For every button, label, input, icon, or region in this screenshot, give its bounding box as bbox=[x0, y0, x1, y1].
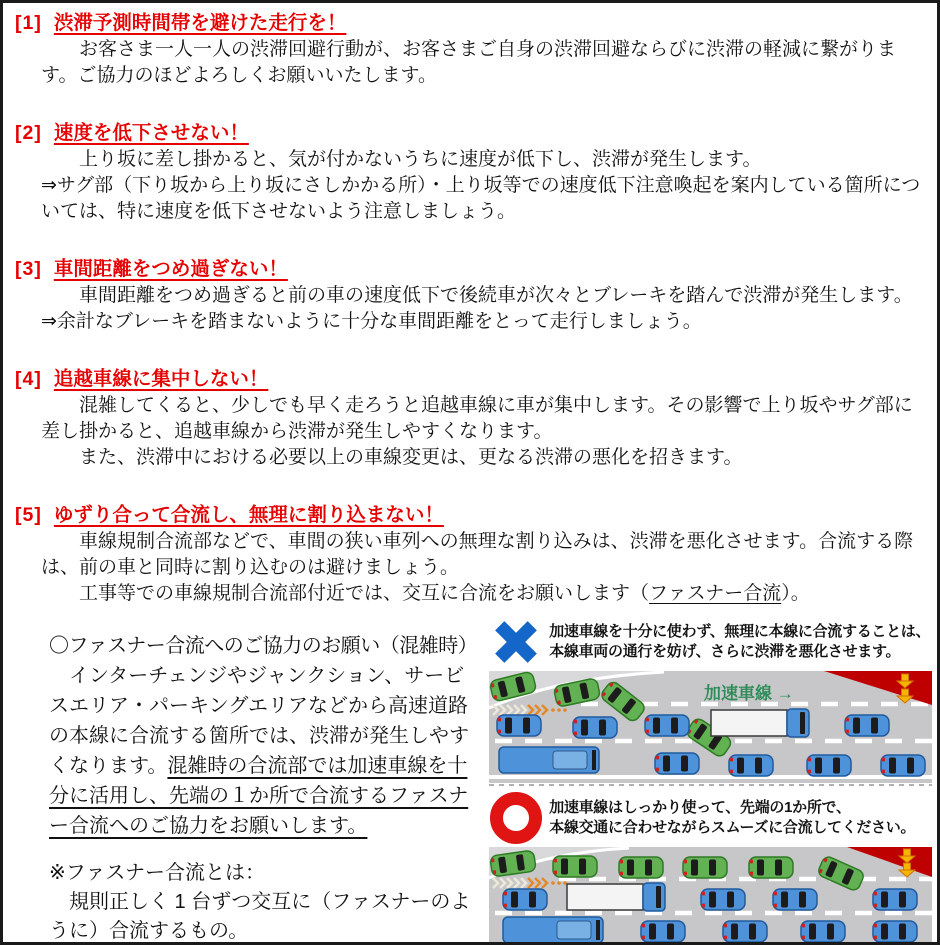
svg-text:加速車線 →: 加速車線 → bbox=[704, 684, 794, 703]
vehicle-blue-car bbox=[845, 715, 889, 736]
vehicle-bus bbox=[499, 747, 599, 773]
note-body: 規則正しく 1 台ずつ交互に（ファスナーのように）合流するもの。 bbox=[49, 891, 471, 942]
paragraph-text: 工事等での車線規制合流部付近では、交互に合流をお願いします（ bbox=[79, 583, 650, 604]
section-body bbox=[41, 37, 921, 89]
paragraph: 上り坂に差し掛かると、気が付かないうちに速度が低下し、渋滞が発生します。 bbox=[79, 149, 762, 170]
section-number: [3] bbox=[15, 258, 42, 280]
section-heading bbox=[15, 119, 923, 147]
section-body bbox=[41, 147, 921, 225]
section-heading bbox=[15, 9, 923, 37]
section-number: [2] bbox=[15, 122, 42, 144]
section-body bbox=[41, 283, 921, 335]
merge-panel-good bbox=[489, 791, 932, 945]
section-number: [4] bbox=[15, 368, 42, 390]
road-scene-bad bbox=[489, 671, 932, 787]
fastener-note bbox=[49, 859, 477, 945]
panel-caption-row bbox=[489, 791, 932, 845]
paragraph: 混雑してくると、少しでも早く走ろうと追越車線に車が集中します。その影響で上り坂やサグ部に差し掛かると、追越車線から渋滞が発生しやすくなります。 bbox=[41, 395, 913, 442]
section-2 bbox=[15, 119, 923, 225]
section-title: ゆずり合って合流し、無理に割り込まない！ bbox=[53, 504, 444, 526]
vehicle-blue-car bbox=[701, 889, 745, 910]
section-body bbox=[41, 529, 921, 607]
vehicle-blue-car bbox=[645, 715, 689, 736]
panel-caption-row bbox=[489, 615, 932, 669]
merge-illustration bbox=[489, 615, 932, 945]
merge-panel-bad bbox=[489, 615, 932, 787]
section-title: 渋滞予測時間帯を避けた走行を！ bbox=[53, 12, 347, 34]
section-1 bbox=[15, 9, 923, 89]
road-scene-good bbox=[489, 847, 932, 945]
vehicle-truck bbox=[711, 709, 809, 737]
section-body bbox=[41, 393, 921, 471]
vehicle-blue-car bbox=[873, 921, 917, 942]
vehicle-blue-car bbox=[641, 921, 685, 942]
paragraph bbox=[41, 581, 921, 607]
vehicle-blue-car bbox=[729, 755, 773, 776]
caption-line: 本線交通に合わせながらスムーズに合流してください。 bbox=[549, 819, 916, 836]
vehicle-green-car bbox=[749, 857, 793, 878]
vehicle-blue-car bbox=[503, 889, 547, 910]
section-5 bbox=[15, 501, 923, 607]
section-title: 車間距離をつめ過ぎない！ bbox=[53, 258, 288, 280]
vehicle-blue-car bbox=[807, 755, 851, 776]
panel-caption bbox=[549, 622, 930, 662]
underlined-term: ファスナー合流 bbox=[649, 583, 782, 604]
section-4 bbox=[15, 365, 923, 471]
note-heading: ※ファスナー合流とは： bbox=[49, 862, 265, 884]
x-mark-icon bbox=[489, 615, 543, 669]
vehicle-blue-car bbox=[801, 921, 845, 942]
vehicle-blue-car bbox=[723, 921, 767, 942]
section-heading bbox=[15, 501, 923, 529]
vehicle-blue-car bbox=[873, 889, 917, 910]
vehicle-bus bbox=[503, 917, 603, 943]
vehicle-blue-car bbox=[881, 755, 925, 776]
vehicle-green-car bbox=[553, 856, 597, 877]
vehicle-green-car bbox=[683, 857, 727, 878]
vehicle-blue-car bbox=[573, 717, 617, 738]
fastener-paragraph bbox=[49, 661, 477, 841]
caption-line: 加速車線を十分に使わず、無理に本線に合流することは、 bbox=[549, 623, 931, 640]
circle-mark-icon bbox=[489, 791, 543, 845]
paragraph: お客さま一人一人の渋滞回避行動が、お客さまご自身の渋滞回避ならびに渋滞の軽減に繋がります。ご協力のほどよろしくお願いいたします。 bbox=[41, 39, 897, 86]
paragraph: ⇒余計なブレーキを踏まないように十分な車間距離をとって走行しましょう。 bbox=[41, 311, 702, 332]
paragraph: 車間距離をつめ過ぎると前の車の速度低下で後続車が次々とブレーキを踏んで渋滞が発生します。 bbox=[79, 285, 913, 306]
vehicle-blue-car bbox=[655, 753, 699, 774]
section-title: 追越車線に集中しない！ bbox=[53, 368, 269, 390]
paragraph-text: インターチェンジやジャンクション、サービスエリア・パーキングエリアなどから高速道路の本線に合流する箇所では、渋滞が発生しやすくなります。 bbox=[49, 665, 469, 777]
fastener-merge-section bbox=[49, 615, 931, 945]
section-heading bbox=[15, 255, 923, 283]
section-heading bbox=[15, 365, 923, 393]
paragraph: ⇒サグ部（下り坂から上り坂にさしかかる所）・上り坂等での速度低下注意喚起を案内している箇所については、特に速度を低下させないよう注意しましょう。 bbox=[41, 175, 921, 222]
vehicle-green-car bbox=[619, 857, 663, 878]
caption-line: 加速車線はしっかり使って、先端の1か所で、 bbox=[549, 799, 851, 816]
section-title: 速度を低下させない！ bbox=[53, 122, 249, 144]
fastener-heading: 〇ファスナー合流へのご協力のお願い（混雑時） bbox=[49, 635, 478, 657]
vehicle-truck bbox=[567, 883, 665, 911]
section-number: [5] bbox=[15, 504, 42, 526]
fastener-text-column bbox=[49, 615, 477, 945]
paragraph: また、渋滞中における必要以上の車線変更は、更なる渋滞の悪化を招きます。 bbox=[79, 447, 743, 468]
panel-caption bbox=[549, 798, 915, 838]
paragraph: 車線規制合流部などで、車間の狭い車列への無理な割り込みは、渋滞を悪化させます。合流する際は、前の車と同時に割り込むのは避けましょう。 bbox=[41, 531, 914, 578]
section-3 bbox=[15, 255, 923, 335]
paragraph-text: ）。 bbox=[781, 583, 810, 604]
caption-line: 本線車両の通行を妨げ、さらに渋滞を悪化させます。 bbox=[549, 643, 901, 660]
vehicle-blue-car bbox=[773, 889, 817, 910]
vehicle-blue-car bbox=[497, 715, 541, 736]
underlined-request: 混雑時の合流部では加速車線を十分に活用し、先端の１か所で合流するファスナー合流へのご協力をお願いします。 bbox=[49, 755, 469, 837]
section-number: [1] bbox=[15, 12, 42, 34]
